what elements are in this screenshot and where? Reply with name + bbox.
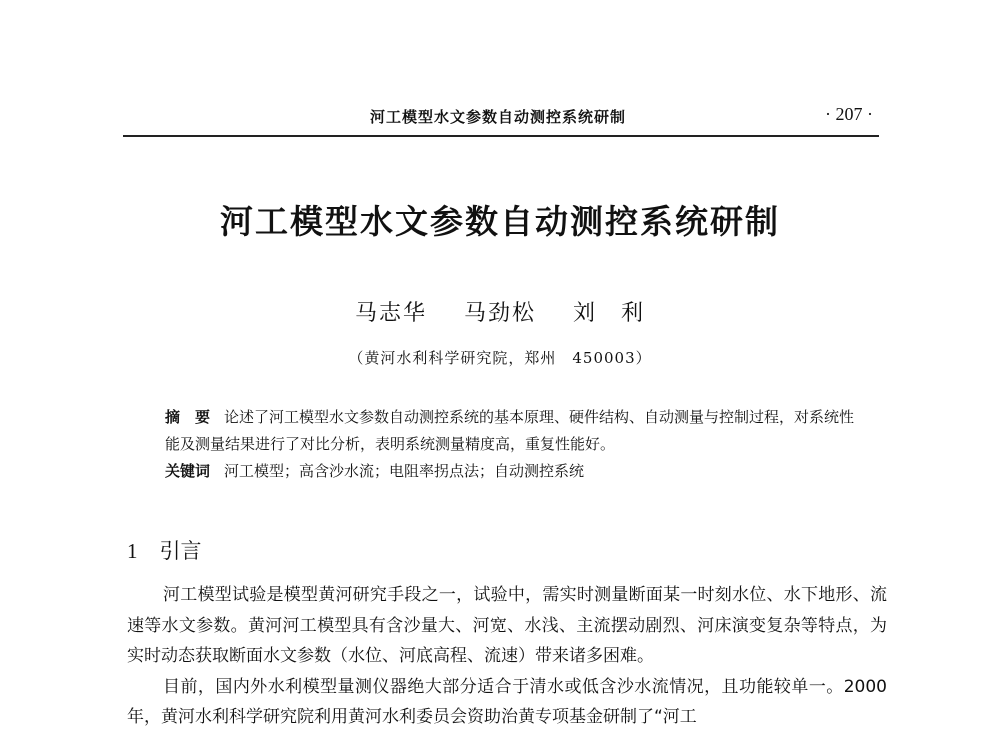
author: 马劲松 — [463, 301, 536, 326]
body-text — [127, 580, 887, 733]
paper-title: 河工模型水文参数自动测控系统研制 — [220, 202, 780, 241]
section-title: 引言 — [159, 539, 202, 563]
author: 马志华 — [354, 301, 427, 326]
keywords — [165, 458, 865, 485]
section-number: 1 — [127, 539, 138, 563]
paragraph: 河工模型试验是模型黄河研究手段之一，试验中，需实时测量断面某一时刻水位、水下地形、流速等水文参数。黄河河工模型具有含沙量大、河宽、水浅、主流摆动剧烈、河床演变复杂等特点，为实时动态获取断面水文参数（水位、河底高程、流速）带来诸多困难。 — [127, 585, 887, 666]
page-number: · 207 · — [825, 104, 873, 124]
author: 刘 利 — [573, 301, 646, 326]
abstract-label: 摘 要 — [165, 408, 211, 426]
keywords-text: 河工模型；高含沙水流；电阻率拐点法；自动测控系统 — [224, 462, 585, 480]
abstract-block — [165, 404, 865, 485]
abstract-text: 论述了河工模型水文参数自动测控系统的基本原理、硬件结构、自动测量与控制过程，对系统性能及测量结果进行了对比分析，表明系统测量精度高，重复性能好。 — [165, 408, 855, 453]
abstract — [165, 404, 865, 458]
section-heading — [127, 535, 202, 565]
paragraph: 目前，国内外水利模型量测仪器绝大部分适合于清水或低含沙水流情况，且功能较单一。2000 年，黄河水利科学研究院利用黄河水利委员会资助治黄专项基金研制了“河工 — [127, 676, 887, 727]
author-list — [0, 296, 1000, 327]
affiliation: （黄河水利科学研究院，郑州 450003） — [348, 349, 652, 367]
header-rule — [123, 135, 879, 137]
running-head-title: 河工模型水文参数自动测控系统研制 — [370, 108, 627, 126]
running-head — [123, 104, 879, 132]
keywords-label: 关键词 — [165, 462, 211, 480]
